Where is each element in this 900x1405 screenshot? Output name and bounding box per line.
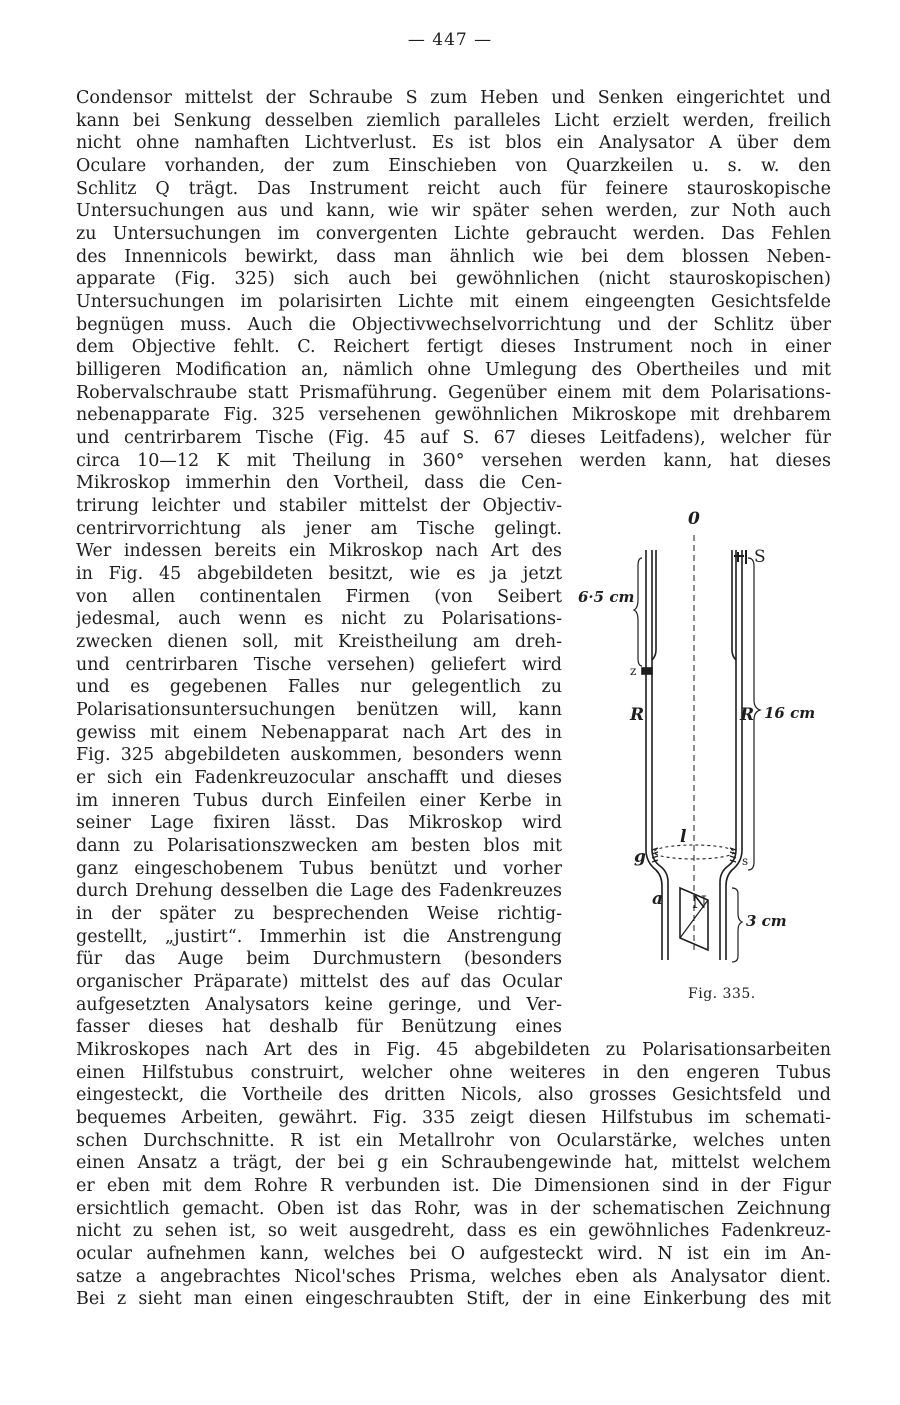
text-line: zu Untersuchungen im convergenten Lichte gebraucht werden. Das Fehlen <box>76 224 831 244</box>
text-line: fasser dieses hat deshalb für Benützung eines <box>76 1017 562 1037</box>
text-line: dann zu Polarisationszwecken am besten blos mit <box>76 836 562 856</box>
text-line: Mikroskopes nach Art des in Fig. 45 abgebildeten zu Polarisationsarbeiten <box>76 1040 831 1060</box>
page-number: — 447 — <box>407 30 493 50</box>
text-line: er sich ein Fadenkreuzocular anschafft und dieses <box>76 768 562 788</box>
text-line: und centrirbarem Tische (Fig. 45 auf S. 67 dieses Leitfadens), welcher für <box>76 428 831 448</box>
text-line: gewiss mit einem Nebenapparat nach Art des in <box>76 723 562 743</box>
label-a: a <box>652 889 664 909</box>
text-line: centrirvorrichtung als jener am Tische gelingt. <box>76 519 562 539</box>
text-line: satze a angebrachtes Nicol'sches Prisma, welches eben als Analysator dient. <box>76 1267 831 1287</box>
outer-tube-right-wall <box>720 550 736 960</box>
text-line: ersichtlich gemacht. Oben ist das Rohr, was in der schematischen Zeichnung <box>76 1199 831 1219</box>
text-line: des Innennicols bewirkt, dass man ähnlich wie bei dem blossen Neben- <box>76 247 831 267</box>
text-line: trirung leichter und stabiler mittelst der Objectiv- <box>76 496 562 516</box>
text-line: nicht zu sehen ist, so weit ausgedreht, dass es ein gewöhnliches Fadenkreuz- <box>76 1221 831 1241</box>
text-line: in Fig. 45 abgebildeten besitzt, wie es ja jetzt <box>76 564 562 584</box>
label-z: z <box>630 664 637 678</box>
figure-caption: Fig. 335. <box>688 986 756 1002</box>
text-line: eingesteckt, die Vortheile des dritten Nicols, also grosses Gesichtsfeld und <box>76 1085 831 1105</box>
brace-6-5cm <box>634 558 642 666</box>
text-line: seiner Lage fixiren lässt. Das Mikroskop wird <box>76 813 562 833</box>
text-line: nebenapparate Fig. 325 versehenen gewöhnlichen Mikroskope mit drehbarem <box>76 405 831 425</box>
text-line: durch Drehung desselben die Lage des Fadenkreuzes <box>76 881 562 901</box>
label-S-top: S <box>754 547 766 567</box>
text-line: in der später zu besprechenden Weise richtig- <box>76 904 562 924</box>
text-line: ganz eingeschobenem Tubus benützt und vorher <box>76 859 562 879</box>
text-line: Bei z sieht man einen eingeschraubten Stift, der in eine Einkerbung des mit <box>76 1289 831 1309</box>
text-line: er eben mit dem Rohre R verbunden ist. Die Dimensionen sind in der Figur <box>76 1176 831 1196</box>
text-line: einen Ansatz a trägt, der bei g ein Schraubengewinde hat, mittelst welchem <box>76 1153 831 1173</box>
brace-3cm <box>732 888 742 962</box>
text-line: gestellt, „justirt“. Immerhin ist die Anstrengung <box>76 927 562 947</box>
label-l: l <box>680 827 687 847</box>
text-line: circa 10—12 K mit Theilung in 360° versehen werden kann, hat dieses <box>76 451 831 471</box>
text-line: bequemes Arbeiten, gewährt. Fig. 335 zeigt diesen Hilfstubus im schemati- <box>76 1108 831 1128</box>
text-line: apparate (Fig. 325) sich auch bei gewöhnlichen (nicht stauroskopischen) <box>76 269 831 289</box>
text-line: begnügen muss. Auch die Objectivwechselvorrichtung und der Schlitz über <box>76 315 831 335</box>
label-O: 0 <box>688 509 700 529</box>
text-line: und centrirbaren Tische versehen) geliefert wird <box>76 655 562 675</box>
text-line: Wer indessen bereits ein Mikroskop nach Art des <box>76 541 562 561</box>
label-R-left: R <box>630 705 645 725</box>
text-line: Untersuchungen im polarisirten Lichte mit einem eingeengten Gesichtsfelde <box>76 292 831 312</box>
label-16cm: 16 cm <box>764 704 816 722</box>
label-N: N <box>692 893 707 913</box>
text-line: für das Auge beim Durchmustern (besonders <box>76 949 562 969</box>
text-line: ocular aufnehmen kann, welches bei O aufgesteckt wird. N ist ein im An- <box>76 1244 831 1264</box>
text-line: zwecken dienen soll, mit Kreistheilung am dreh- <box>76 632 562 652</box>
text-line: dem Objective fehlt. C. Reichert fertigt dieses Instrument noch in einer <box>76 337 831 357</box>
text-line: Mikroskop immerhin den Vortheil, dass die Cen- <box>76 473 562 493</box>
text-line: billigeren Modification an, nämlich ohne Umlegung des Obertheiles und mit <box>76 360 831 380</box>
label-s: s <box>742 854 749 868</box>
text-line: Fig. 325 abgebildeten auskommen, besonders wenn <box>76 745 562 765</box>
text-line: schen Durchschnitte. R ist ein Metallrohr von Ocularstärke, welches unten <box>76 1131 831 1151</box>
text-line: und es gegebenen Falles nur gelegentlich zu <box>76 677 562 697</box>
text-line: Condensor mittelst der Schraube S zum Heben und Senken eingerichtet und <box>76 88 831 108</box>
label-R-right: R <box>740 705 755 725</box>
label-g: g <box>634 847 646 867</box>
label-3cm: 3 cm <box>746 912 787 930</box>
text-line: jedesmal, auch wenn es nicht zu Polarisations- <box>76 609 562 629</box>
text-line: im inneren Tubus durch Einfeilen einer Kerbe in <box>76 791 562 811</box>
text-line: Polarisationsuntersuchungen benützen will, kann <box>76 700 562 720</box>
figure-335 <box>576 510 836 980</box>
inner-tube-right-wall <box>726 550 742 960</box>
text-line: nicht ohne namhaften Lichtverlust. Es ist blos ein Analysator A über dem <box>76 133 831 153</box>
text-line: von allen continentalen Firmen (von Seibert <box>76 587 562 607</box>
text-line: Schlitz Q trägt. Das Instrument reicht auch für feinere stauroskopische <box>76 179 831 199</box>
text-line: einen Hilfstubus construirt, welcher ohne weiteres in den engeren Tubus <box>76 1063 831 1083</box>
z-pin <box>642 668 652 674</box>
text-line: kann bei Senkung desselben ziemlich paralleles Licht erzielt werden, freilich <box>76 111 831 131</box>
text-line: Oculare vorhanden, der zum Einschieben von Quarzkeilen u. s. w. den <box>76 156 831 176</box>
text-line: Untersuchungen aus und kann, wie wir später sehen werden, zur Noth auch <box>76 201 831 221</box>
label-6-5cm: 6·5 cm <box>578 588 635 606</box>
text-line: aufgesetzten Analysators keine geringe, und Ver- <box>76 995 562 1015</box>
text-line: Robervalschraube statt Prismaführung. Gegenüber einem mit dem Polarisations- <box>76 383 831 403</box>
text-line: organischer Präparate) mittelst des auf das Ocular <box>76 972 562 992</box>
